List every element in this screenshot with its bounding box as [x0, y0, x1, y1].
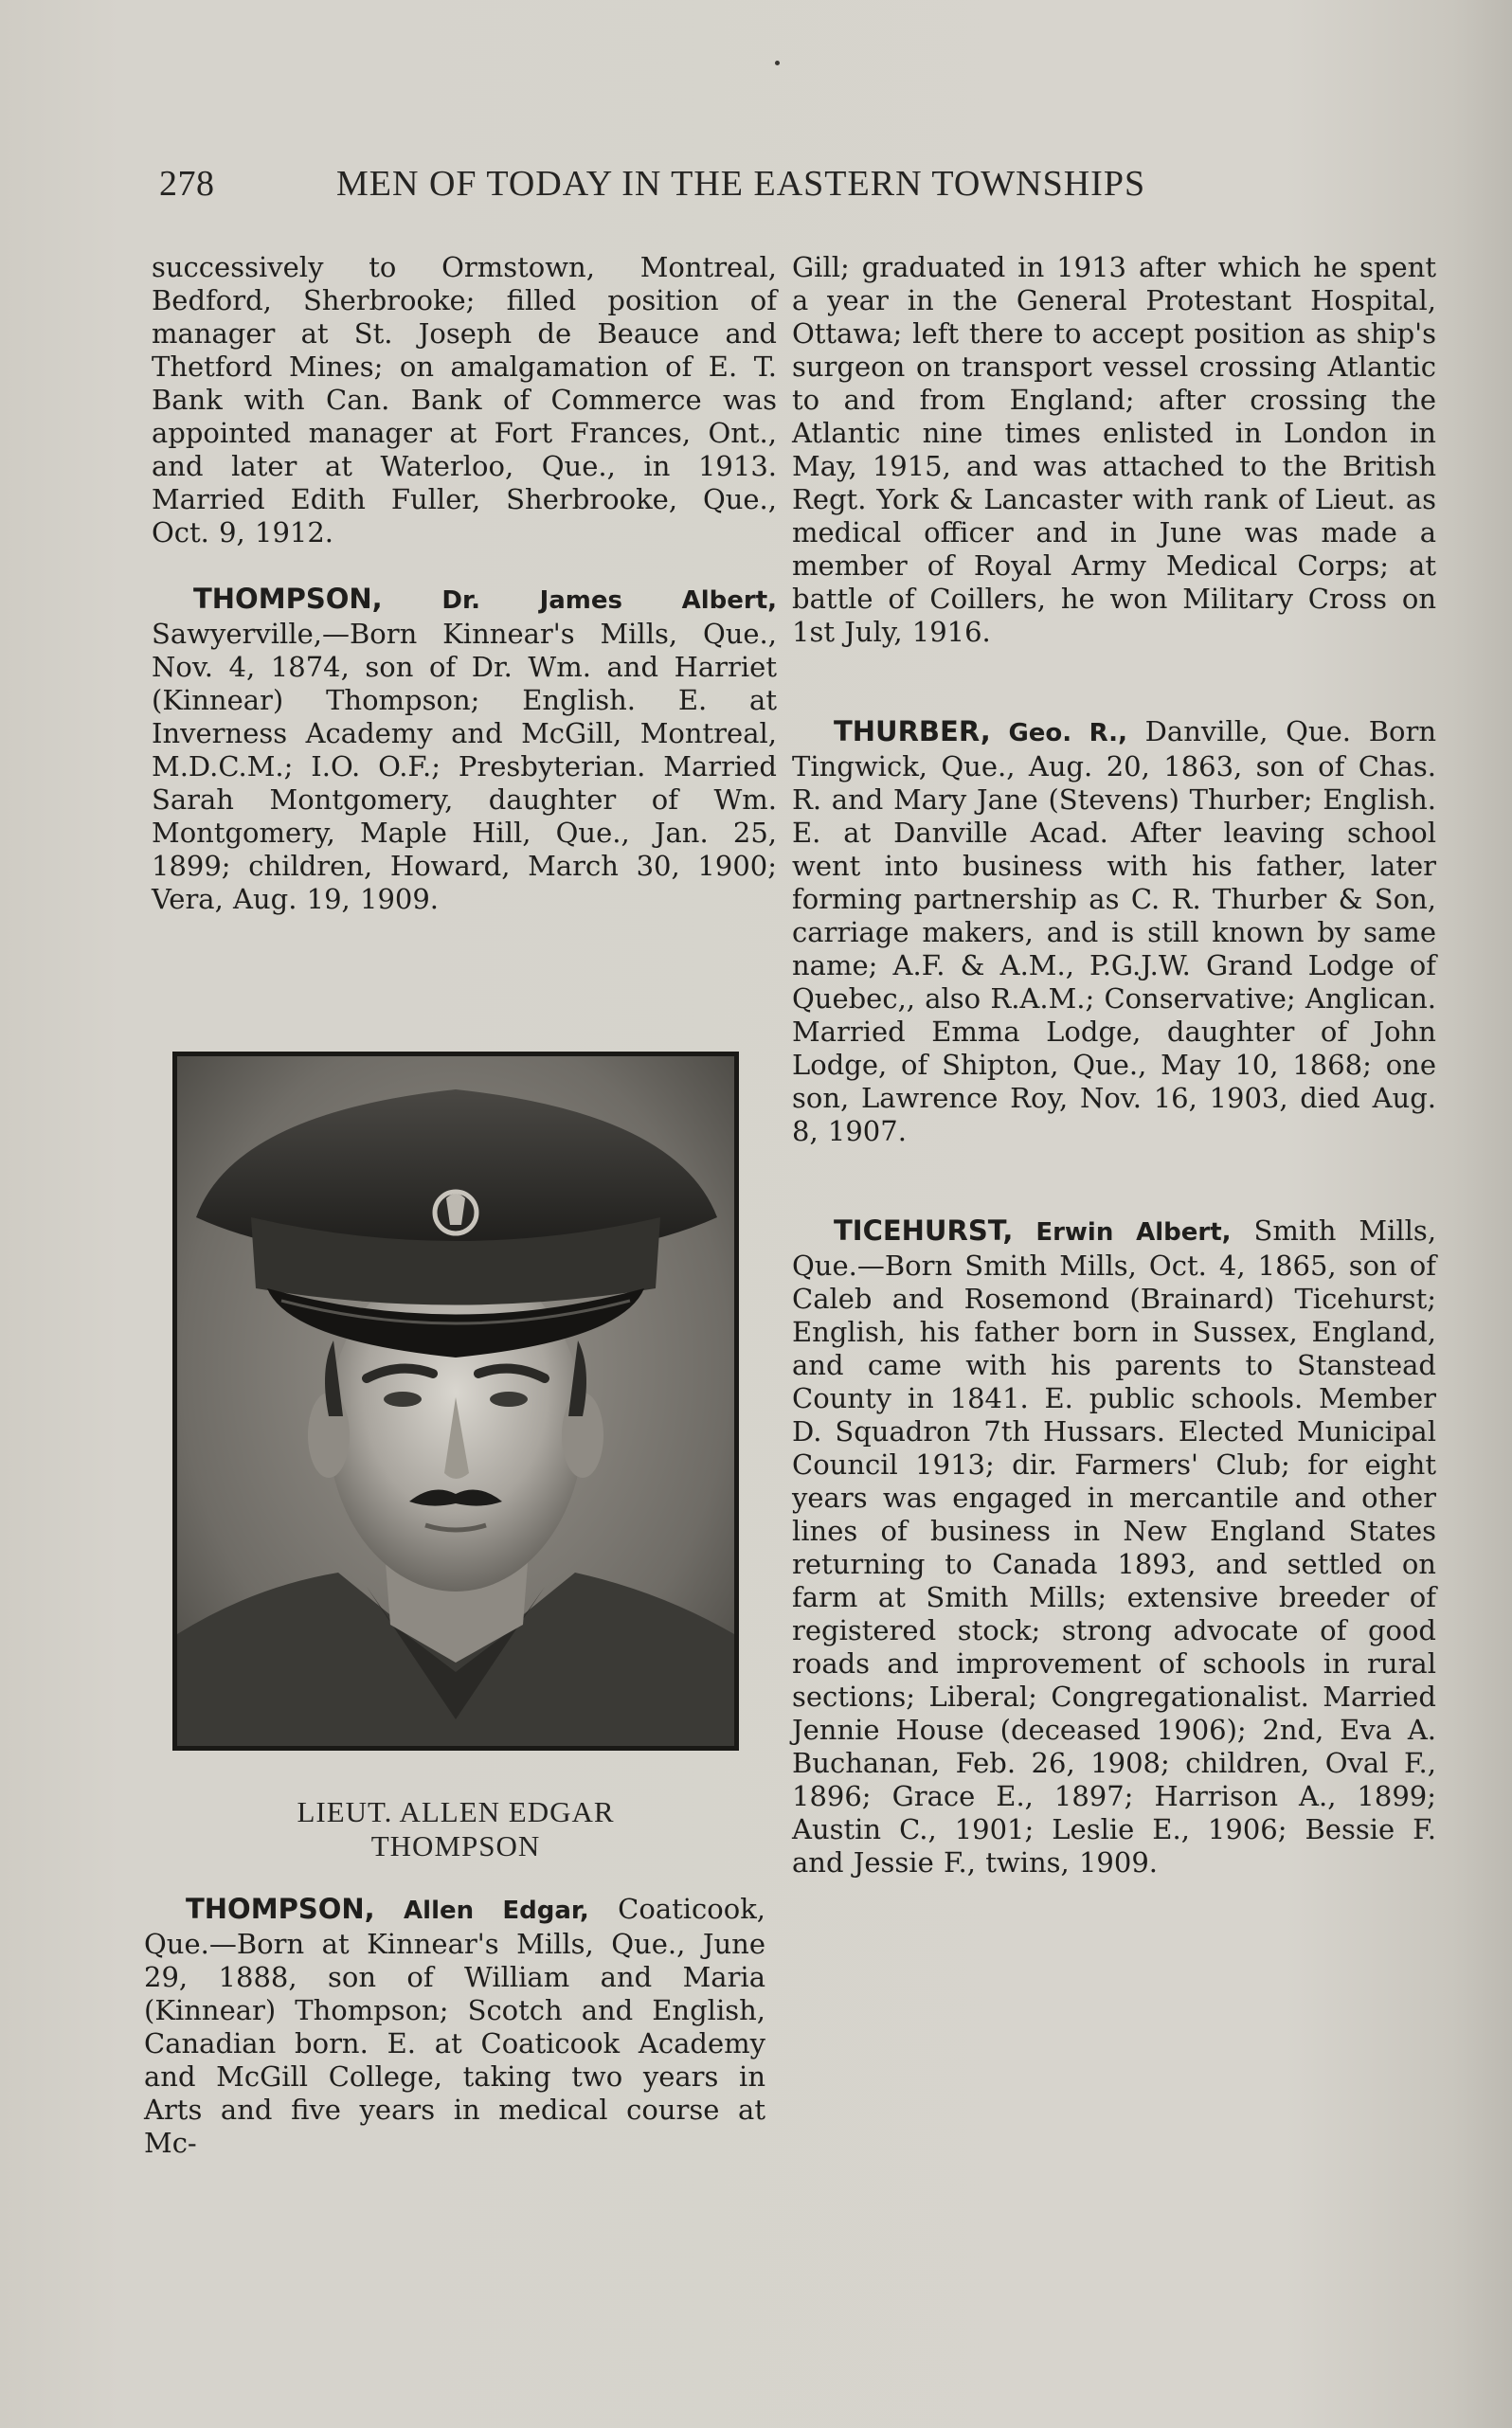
left-column-upper	[152, 251, 777, 916]
page-number: 278	[159, 164, 215, 204]
portrait-caption	[172, 1795, 739, 1863]
entry-surname: THOMPSON,	[186, 1893, 375, 1925]
paragraph-gap	[792, 1148, 1436, 1214]
print-speck	[775, 61, 780, 65]
entry-body: Danville, Que. Born Tingwick, Que., Aug. 20, 1863, son of Chas. R. and Mary Jane (Stevens) Thurber; English. E. at Danville Acad. After leaving school went into business with his father, later forming partnership as C. R. Thurber & Son, carriage makers, and is still known by same name; A.F. & A.M., P.G.J.W. Grand Lodge of Quebec,, also R.A.M.; Conservative; Anglican. Married Emma Lodge, daughter of John Lodge, of Shipton, Que., May 10, 1868; one son, Lawrence Roy, Nov. 16, 1903, died Aug. 8, 1907.	[792, 715, 1437, 1147]
portrait-photo	[172, 1052, 739, 1751]
entry-given-names: Geo. R.,	[1008, 719, 1127, 747]
caption-line: LIEUT. ALLEN EDGAR	[297, 1795, 615, 1828]
entry-thompson-allen	[144, 1893, 765, 2160]
entry-given-names: Allen Edgar,	[404, 1897, 589, 1925]
paragraph-gap	[152, 549, 777, 583]
portrait-image	[177, 1056, 734, 1746]
caption-line: THOMPSON	[370, 1829, 541, 1862]
entry-body: Smith Mills, Que.—Born Smith Mills, Oct. 4, 1865, son of Caleb and Rosemond (Brainard) Ticehurst; English, his father born in Sussex, England, and came with his parents to Stanstead County in 1841. E. public schools. Member D. Squadron 7th Hussars. Elected Municipal Council 1913; dir. Farmers' Club; for eight years was engaged in mercantile and other lines of business in New England States returning to Canada 1893, and settled on farm at Smith Mills; extensive breeder of registered stock; strong advocate of good roads and improvement of schools in rural sections; Liberal; Congregationalist. Married Jennie House (deceased 1906); 2nd, Eva A. Buchanan, Feb. 26, 1908; children, Oval F., 1896; Grace E., 1897; Harrison A., 1899; Austin C., 1901; Leslie E., 1906; Bessie F. and Jessie F., twins, 1909.	[792, 1214, 1437, 1879]
paragraph-gap	[792, 649, 1436, 715]
entry-thompson-james	[152, 583, 777, 916]
entry-given-names: Dr. James Albert,	[441, 586, 777, 615]
entry-given-names: Erwin Albert,	[1035, 1218, 1232, 1247]
entry-thurber	[792, 715, 1436, 1148]
continuation-paragraph: successively to Ormstown, Montreal, Bedford, Sherbrooke; filled position of manager at St. Joseph de Beauce and Thetford Mines; on amalgamation of E. T. Bank with Can. Bank of Commerce was appointed manager at Fort Frances, Ont., and later at Waterloo, Que., in 1913. Married Edith Fuller, Sherbrooke, Que., Oct. 9, 1912.	[152, 251, 777, 549]
entry-body: Sawyerville,—Born Kinnear's Mills, Que., Nov. 4, 1874, son of Dr. Wm. and Harriet (Kinnear) Thompson; English. E. at Inverness Academy and McGill, Montreal, M.D.C.M.; I.O. O.F.; Presbyterian. Married Sarah Montgomery, daughter of Wm. Montgomery, Maple Hill, Que., Jan. 25, 1899; children, Howard, March 30, 1900; Vera, Aug. 19, 1909.	[152, 618, 777, 915]
continuation-paragraph: Gill; graduated in 1913 after which he spent a year in the General Protestant Hospital, Ottawa; left there to accept position as ship's surgeon on transport vessel crossing Atlantic to and from England; after crossing the Atlantic nine times enlisted in London in May, 1915, and was attached to the British Regt. York & Lancaster with rank of Lieut. as medical officer and in June was made a member of Royal Army Medical Corps; at battle of Coillers, he won Military Cross on 1st July, 1916.	[792, 251, 1436, 648]
entry-body: Coaticook, Que.—Born at Kinnear's Mills, Que., June 29, 1888, son of William and Maria (Kinnear) Thompson; Scotch and English, Canadian born. E. at Coaticook Academy and McGill College, taking two years in Arts and five years in medical course at Mc-	[144, 1893, 765, 2159]
left-column-lower	[144, 1893, 765, 2160]
page-header	[159, 163, 1249, 210]
right-column	[792, 251, 1436, 1879]
running-title: MEN OF TODAY IN THE EASTERN TOWNSHIPS	[336, 164, 1146, 204]
entry-surname: TICEHURST,	[834, 1214, 1014, 1247]
entry-ticehurst	[792, 1214, 1436, 1879]
entry-surname: THURBER,	[834, 715, 991, 747]
entry-surname: THOMPSON,	[193, 583, 383, 615]
